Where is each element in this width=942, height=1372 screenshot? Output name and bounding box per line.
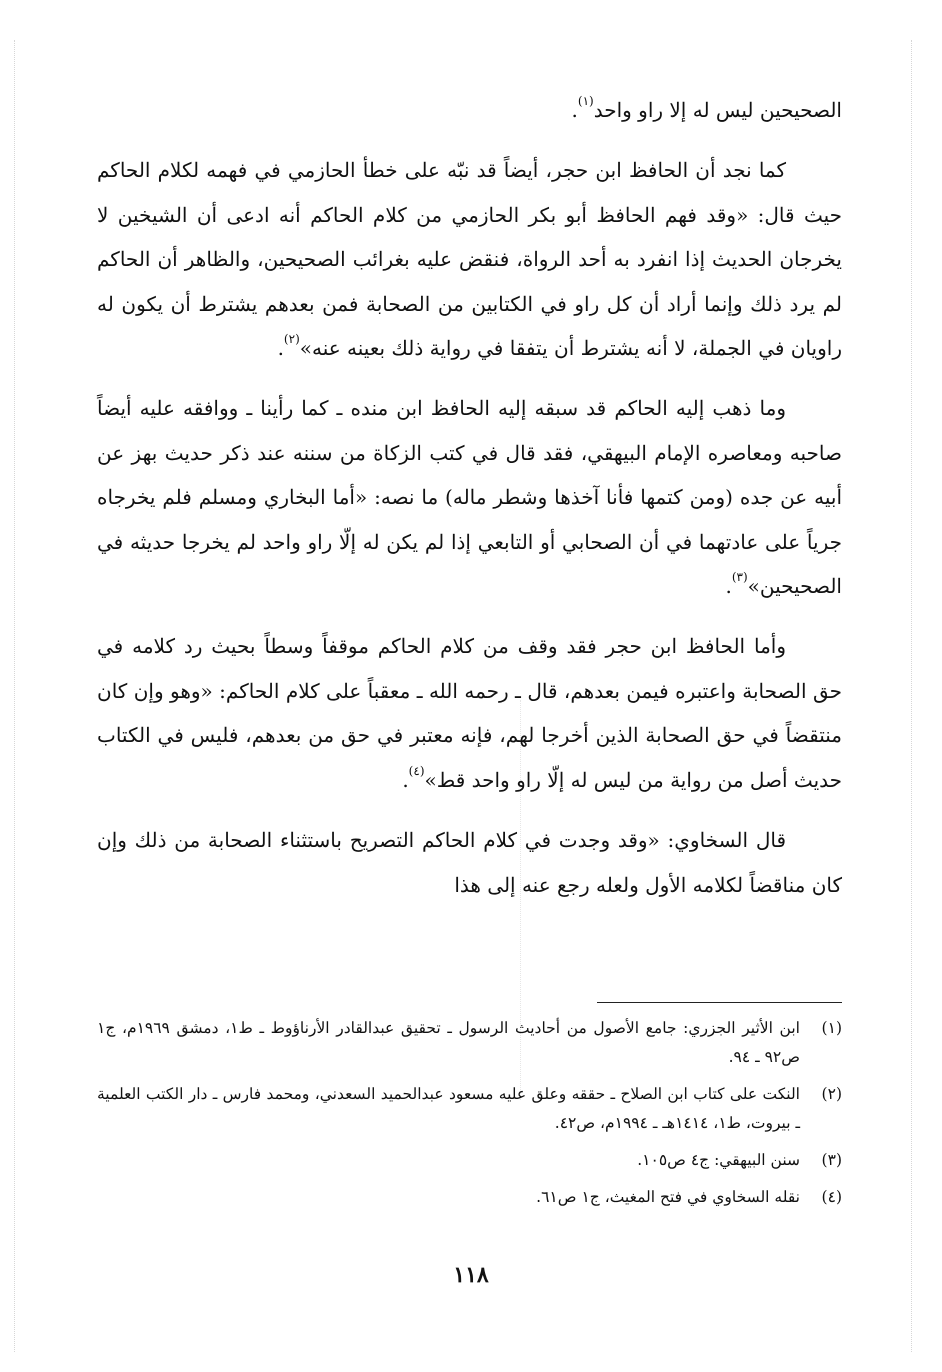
footnote-text: النكت على كتاب ابن الصلاح ـ حققه وعلق عليه مسعود عبدالحميد السعدني، ومحمد فارس ـ دار الكتب العلمية ـ بيروت، ط١، ١٤١٤هـ ـ ١٩٩٤م، ص٤٢.	[97, 1085, 800, 1132]
footnote-ref-1: (١)	[577, 94, 594, 108]
footnote-text: ابن الأثير الجزري: جامع الأصول من أحاديث الرسول ـ تحقيق عبدالقادر الأرناؤوط ـ ط١، دمشق ١٩٦٩م، ج١ ص٩٢ ـ ٩٤.	[97, 1019, 800, 1066]
scan-edge-left	[14, 40, 15, 1352]
paragraph-2: كما نجد أن الحافظ ابن حجر، أيضاً قد نبّه على خطأ الحازمي في فهمه لكلام الحاكم حيث قال: «وقد فهم الحافظ أبو بكر الحازمي من كلام الحاكم أنه ادعى أن الشيخين لا يخرجان الحديث إذا انفرد به أحد الرواة، فنقض عليه بغرائب الصحيحين، والظاهر أن الحاكم لم يرد ذلك وإنما أراد أن كل راو في الكتابين من الصحابة فمن بعدهم يشترط أن يكون له راويان في الجملة، لا أنه يشترط أن يتفقا في رواية ذلك بعينه عنه»$^{(٢)}$.	[97, 158, 842, 361]
footnotes	[97, 1014, 842, 1220]
paragraph-1: الصحيحين ليس له إلا راو واحد$^{(١)}$.	[571, 94, 842, 122]
main-text	[97, 88, 842, 923]
footnote-1	[97, 1014, 842, 1072]
footnote-text: سنن البيهقي: ج٤ ص١٠٥.	[637, 1151, 800, 1169]
paragraph-4: وأما الحافظ ابن حجر فقد وقف من كلام الحاكم موقفاً وسطاً بحيث رد كلامه في حق الصحابة واعتبره فيمن بعدهم، قال ـ رحمه الله ـ معقباً على كلام الحاكم: «وهو وإن كان منتقضاً في حق الصحابة الذين أخرجا لهم، فإنه معتبر في حق من بعدهم، فليس في الكتاب حديث أصل من رواية من ليس له إلّا راو واحد قط»$^{(٤)}$.	[97, 634, 842, 792]
footnote-3	[97, 1146, 842, 1175]
footnote-ref-3: (٣)	[731, 570, 748, 585]
footnote-number: (٢)	[821, 1085, 842, 1103]
paragraph-3: وما ذهب إليه الحاكم قد سبقه إليه الحافظ ابن منده ـ كما رأينا ـ ووافقه عليه أيضاً صاحبه ومعاصره الإمام البيهقي، فقد قال في كتب الزكاة من سننه عند ذكر حديث بهز عن أبيه عن جده (ومن كتمها فأنا آخذها وشطر ماله) ما نصه: «أما البخاري ومسلم فلم يخرجاه جرياً على عادتهما في أن الصحابي أو التابعي إذا لم يكن له إلّا راو واحد لم يخرجا حديثه في الصحيحين»$^{(٣)}$.	[97, 396, 842, 599]
footnote-ref-2: (٢)	[283, 332, 300, 347]
paragraph-5: قال السخاوي: «وقد وجدت في كلام الحاكم التصريح باستثناء الصحابة من ذلك وإن كان مناقضاً لكلامه الأول ولعله رجع عنه إلى هذا	[97, 828, 842, 897]
page-number: ١١٨	[453, 1262, 489, 1288]
footnote-number: (٣)	[821, 1151, 842, 1169]
footnote-4	[97, 1183, 842, 1212]
footnote-ref-4: (٤)	[408, 763, 425, 778]
footnote-separator	[597, 1002, 842, 1003]
footnote-text: نقله السخاوي في فتح المغيث، ج١ ص٦١.	[536, 1188, 800, 1206]
footnote-number: (١)	[821, 1019, 842, 1037]
footnote-2	[97, 1080, 842, 1138]
footnote-number: (٤)	[821, 1188, 842, 1206]
scan-edge-right	[911, 40, 912, 1352]
